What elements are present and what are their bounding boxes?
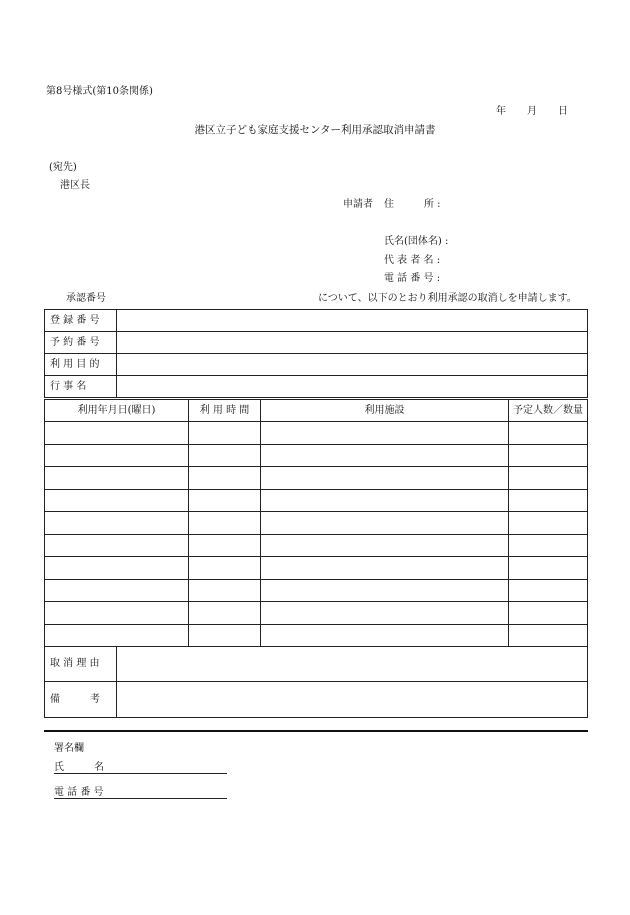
usage-row	[45, 422, 588, 445]
usage-cell-time[interactable]	[189, 444, 261, 467]
usage-row	[45, 444, 588, 467]
usage-cell-date[interactable]	[45, 444, 189, 467]
usage-cell-time[interactable]	[189, 557, 261, 580]
usage-cell-count[interactable]	[509, 444, 588, 467]
signature-phone-label: 電 話 番 号	[54, 787, 104, 798]
usage-cell-facility[interactable]	[261, 444, 509, 467]
usage-cell-facility[interactable]	[261, 579, 509, 602]
usage-row	[45, 624, 588, 647]
usage-row	[45, 489, 588, 512]
approval-number-label: 承認番号	[66, 293, 106, 304]
info-row	[45, 354, 588, 376]
usage-cell-date[interactable]	[45, 422, 189, 445]
addressee-prefix: (宛先)	[49, 162, 77, 173]
remarks-field[interactable]	[117, 682, 588, 718]
usage-cell-date[interactable]	[45, 512, 189, 535]
usage-cell-count[interactable]	[509, 422, 588, 445]
usage-cell-facility[interactable]	[261, 467, 509, 490]
reason-table	[44, 646, 588, 718]
signature-name-line[interactable]	[54, 773, 227, 774]
remarks-label: 備 考	[45, 682, 117, 718]
cancel-reason-row	[45, 647, 588, 682]
usage-cell-facility[interactable]	[261, 422, 509, 445]
usage-cell-facility[interactable]	[261, 602, 509, 625]
request-sentence: について、以下のとおり利用承認の取消しを申請します。	[318, 293, 577, 304]
usage-cell-time[interactable]	[189, 534, 261, 557]
usage-row	[45, 512, 588, 535]
signature-heading: 署名欄	[54, 743, 84, 754]
usage-cell-count[interactable]	[509, 512, 588, 535]
usage-cell-time[interactable]	[189, 489, 261, 512]
date-month-label: 月	[527, 106, 537, 117]
usage-cell-count[interactable]	[509, 624, 588, 647]
applicant-address-label: 住 所 :	[384, 199, 441, 210]
usage-header-count: 予定人数／数量	[509, 400, 588, 422]
form-number: 第8号様式(第10条関係)	[46, 86, 153, 97]
usage-cell-time[interactable]	[189, 422, 261, 445]
usage-header-date: 利用年月日(曜日)	[45, 400, 189, 422]
usage-cell-time[interactable]	[189, 467, 261, 490]
cancel-reason-field[interactable]	[117, 647, 588, 682]
date-day-label: 日	[558, 106, 568, 117]
usage-row	[45, 467, 588, 490]
usage-table	[44, 399, 588, 647]
info-row-label: 登 録 番 号	[45, 310, 117, 332]
remarks-row	[45, 682, 588, 718]
signature-phone-line[interactable]	[54, 798, 227, 799]
addressee-name: 港区長	[60, 180, 90, 191]
info-row-field[interactable]	[117, 376, 588, 398]
info-row-label: 予 約 番 号	[45, 332, 117, 354]
applicant-name-label: 氏名(団体名) :	[384, 236, 449, 247]
usage-row	[45, 534, 588, 557]
usage-cell-facility[interactable]	[261, 512, 509, 535]
info-row-field[interactable]	[117, 354, 588, 376]
usage-cell-date[interactable]	[45, 557, 189, 580]
info-row	[45, 376, 588, 398]
info-row-label: 利 用 目 的	[45, 354, 117, 376]
section-divider	[44, 730, 588, 732]
usage-cell-date[interactable]	[45, 489, 189, 512]
usage-cell-facility[interactable]	[261, 489, 509, 512]
info-row-field[interactable]	[117, 332, 588, 354]
usage-cell-facility[interactable]	[261, 557, 509, 580]
usage-cell-date[interactable]	[45, 534, 189, 557]
applicant-phone-label: 電 話 番 号 :	[384, 273, 441, 284]
usage-header-facility: 利用施設	[261, 400, 509, 422]
usage-cell-count[interactable]	[509, 467, 588, 490]
info-row-label: 行 事 名	[45, 376, 117, 398]
usage-cell-count[interactable]	[509, 602, 588, 625]
usage-cell-time[interactable]	[189, 602, 261, 625]
info-row-field[interactable]	[117, 310, 588, 332]
usage-header-time: 利 用 時 間	[189, 400, 261, 422]
usage-cell-time[interactable]	[189, 624, 261, 647]
usage-row	[45, 557, 588, 580]
signature-name-label: 氏 名	[54, 762, 104, 773]
usage-cell-time[interactable]	[189, 512, 261, 535]
usage-cell-facility[interactable]	[261, 624, 509, 647]
usage-row	[45, 602, 588, 625]
applicant-representative-label: 代 表 者 名 :	[384, 255, 441, 266]
usage-cell-count[interactable]	[509, 534, 588, 557]
usage-cell-date[interactable]	[45, 579, 189, 602]
cancel-reason-label: 取 消 理 由	[45, 647, 117, 682]
document-title: 港区立子ども家庭支援センター利用承認取消申請書	[194, 124, 436, 136]
usage-cell-date[interactable]	[45, 467, 189, 490]
usage-cell-count[interactable]	[509, 579, 588, 602]
info-row	[45, 310, 588, 332]
applicant-label: 申請者	[343, 199, 373, 210]
usage-cell-time[interactable]	[189, 579, 261, 602]
usage-cell-date[interactable]	[45, 624, 189, 647]
date-year-label: 年	[496, 106, 506, 117]
info-row	[45, 332, 588, 354]
info-table	[44, 309, 588, 398]
usage-cell-facility[interactable]	[261, 534, 509, 557]
usage-cell-count[interactable]	[509, 489, 588, 512]
usage-cell-count[interactable]	[509, 557, 588, 580]
usage-cell-date[interactable]	[45, 602, 189, 625]
usage-header-row	[45, 400, 588, 422]
usage-row	[45, 579, 588, 602]
